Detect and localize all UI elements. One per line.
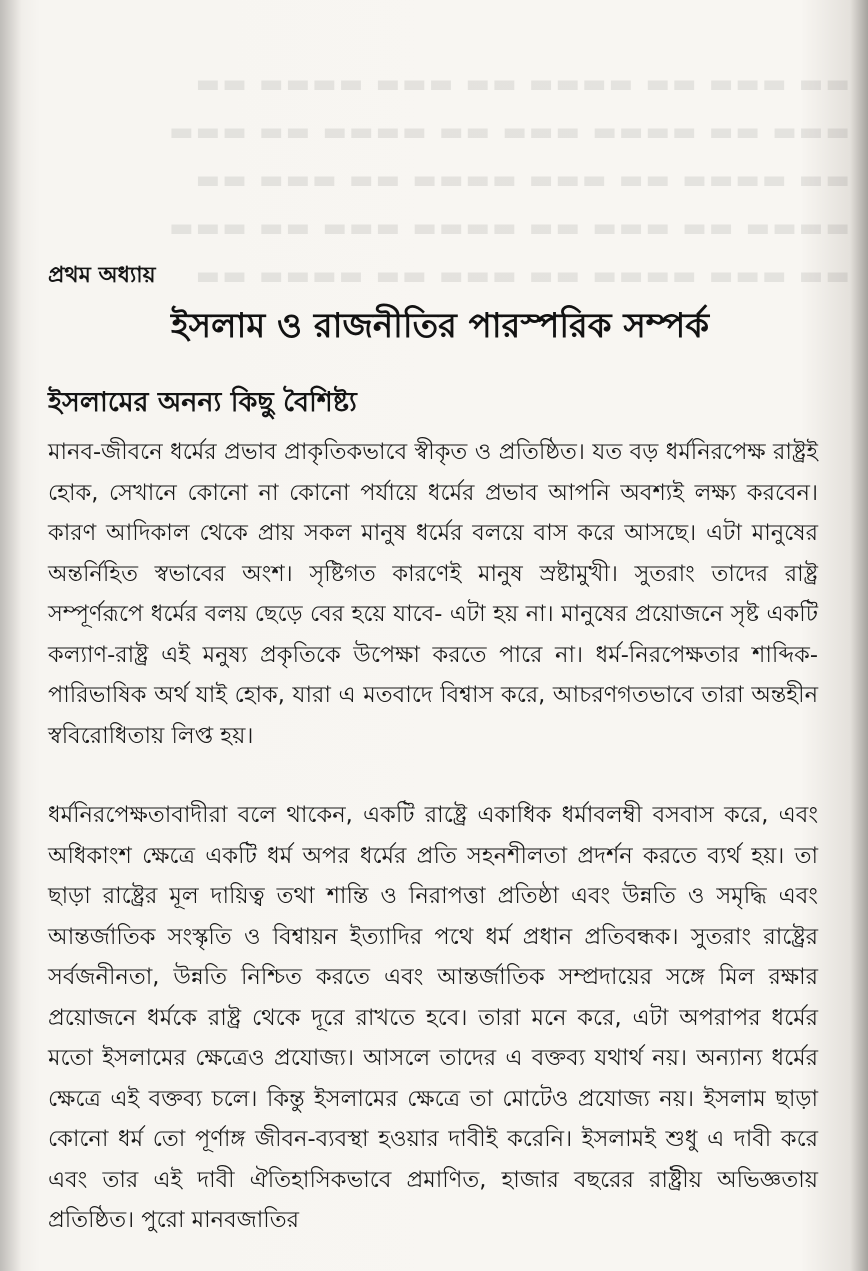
paragraph-2: ধর্মনিরপেক্ষতাবাদীরা বলে থাকেন, একটি রাষ্ট্রে একাধিক ধর্মাবলম্বী বসবাস করে, এবং অধিকাংশ ক্ষেত্রে একটি ধর্ম অপর ধর্মের প্রতি সহনশীলতা প্রদর্শন করতে ব্যর্থ হয়। তা ছাড়া রাষ্ট্রের মূল দায়িত্ব তথা শান্তি ও নিরাপত্তা প্রতিষ্ঠা এবং উন্নতি ও সমৃদ্ধি এবং আন্তর্জাতিক সংস্কৃতি ও বিশ্বায়ন ইত্যাদির পথে ধর্ম প্রধান প্রতিবন্ধক। সুতরাং রাষ্ট্রের সর্বজনীনতা, উন্নতি নিশ্চিত করতে এবং আন্তর্জাতিক সম্প্রদায়ের সঙ্গে মিল রক্ষার প্রয়োজনে ধর্মকে রাষ্ট্র থেকে দূরে রাখতে হবে। তারা মনে করে, এটা অপরাপর ধর্মের মতো ইসলামের ক্ষেত্রেও প্রযোজ্য। আসলে তাদের এ বক্তব্য যথার্থ নয়। অন্যান্য ধর্মের ক্ষেত্রে এই বক্তব্য চলে। কিন্তু ইসলামের ক্ষেত্রে তা মোটেও প্রযোজ্য নয়। ইসলাম ছাড়া কোনো ধর্ম তো পূর্ণাঙ্গ জীবন-ব্যবস্থা হওয়ার দাবীই করেনি। ইসলামই শুধু এ দাবী করে এবং তার এই দাবী ঐতিহাসিকভাবে প্রমাণিত, হাজার বছরের রাষ্ট্রীয় অভিজ্ঞতায় প্রতিষ্ঠিত। পুরো মানবজাতির <box>48 802 818 1233</box>
page-edge-shadow <box>850 0 868 1271</box>
chapter-label: প্রথম অধ্যায় <box>48 263 156 288</box>
section-heading: ইসলামের অনন্য কিছু বৈশিষ্ট্য <box>48 387 357 418</box>
chapter-title: ইসলাম ও রাজনীতির পারস্পরিক সম্পর্ক <box>170 306 710 346</box>
paragraph-1: মানব-জীবনে ধর্মের প্রভাব প্রাকৃতিকভাবে স্বীকৃত ও প্রতিষ্ঠিত। যত বড় ধর্মনিরপেক্ষ রাষ্ট্রই হোক, সেখানে কোনো না কোনো পর্যায়ে ধর্মের প্রভাব আপনি অবশ্যই লক্ষ্য করবেন। কারণ আদিকাল থেকে প্রায় সকল মানুষ ধর্মের বলয়ে বাস করে আসছে। এটা মানুষের অন্তর্নিহিত স্বভাবের অংশ। সৃষ্টিগত কারণেই মানুষ স্রষ্টামুখী। সুতরাং তাদের রাষ্ট্র সম্পূর্ণরূপে ধর্মের বলয় ছেড়ে বের হয়ে যাবে- এটা হয় না। মানুষের প্রয়োজনে সৃষ্ট একটি কল্যাণ-রাষ্ট্র এই মনুষ্য প্রকৃতিকে উপেক্ষা করতে পারে না। ধর্ম-নিরপেক্ষতার শাব্দিক-পারিভাষিক অর্থ যাই হোক, যারা এ মতবাদে বিশ্বাস করে, আচরণগতভাবে তারা অন্তহীন স্ববিরোধিতায় লিপ্ত হয়। <box>48 439 818 749</box>
binding-shadow <box>0 0 22 1271</box>
show-through-texture: ▬▬ ▬▬▬ ▬▬ ▬▬▬▬ ▬▬ ▬▬▬ ▬▬▬▬ ▬▬ ▬▬▬ ▬▬ ▬▬▬▬ ▬▬▬ ▬▬ ▬▬▬▬ ▬▬ ▬▬▬ ▬▬ ▬▬▬▬ ▬▬ ▬▬▬ ▬▬▬▬ ▬▬ ▬▬▬ ▬▬ ▬▬▬▬ ▬▬ ▬▬▬ ▬▬ ▬▬▬▬ ▬▬▬ ▬▬ ▬▬▬ ▬▬ ▬▬▬ ▬▬▬▬ ▬▬ ▬▬▬ ▬▬ ▬▬▬▬ ▬▬ <box>167 69 850 291</box>
